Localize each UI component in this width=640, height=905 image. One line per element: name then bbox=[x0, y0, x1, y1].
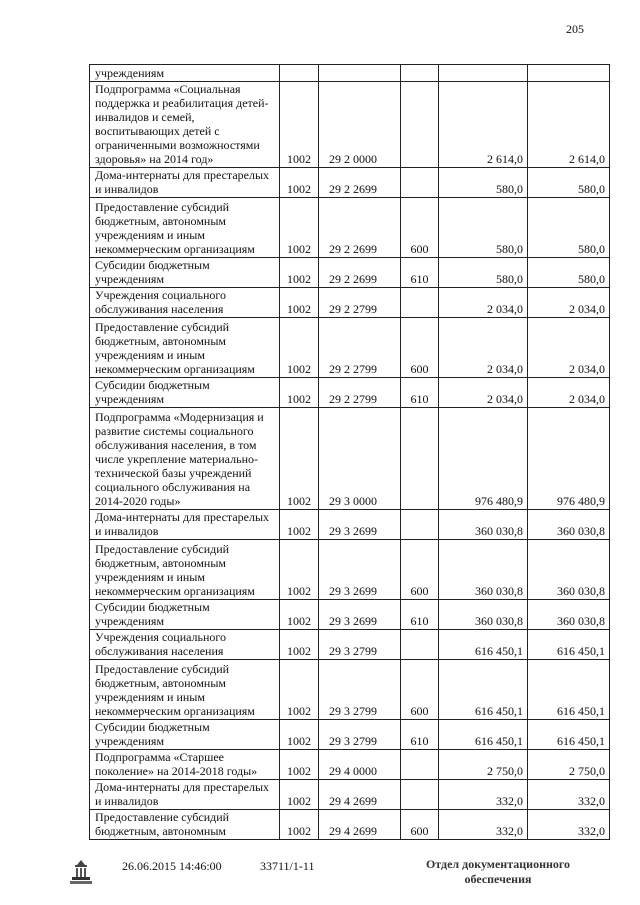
row-section: 1002 bbox=[280, 540, 319, 600]
row-amount-2: 2 750,0 bbox=[528, 750, 610, 780]
row-target-code: 29 3 0000 bbox=[319, 408, 401, 510]
row-target-code: 29 3 2799 bbox=[319, 630, 401, 660]
row-target-code: 29 3 2799 bbox=[319, 660, 401, 720]
page-number: 205 bbox=[566, 22, 584, 36]
row-target-code: 29 2 2799 bbox=[319, 378, 401, 408]
table-row bbox=[90, 198, 610, 258]
row-target-code: 29 2 2699 bbox=[319, 258, 401, 288]
print-timestamp: 26.06.2015 14:46:00 bbox=[122, 859, 222, 873]
document-id: 33711/1-11 bbox=[260, 859, 315, 873]
table-row bbox=[90, 660, 610, 720]
row-section: 1002 bbox=[280, 408, 319, 510]
row-section: 1002 bbox=[280, 318, 319, 378]
row-amount: 2 034,0 bbox=[439, 288, 528, 318]
row-name: Субсидии бюджетным учреждениям bbox=[90, 258, 280, 288]
row-amount-2: 580,0 bbox=[528, 258, 610, 288]
row-section: 1002 bbox=[280, 750, 319, 780]
row-expense-type bbox=[401, 408, 439, 510]
row-amount-2: 2 034,0 bbox=[528, 378, 610, 408]
row-amount: 332,0 bbox=[439, 780, 528, 810]
row-expense-type bbox=[401, 82, 439, 168]
table-row bbox=[90, 540, 610, 600]
row-section: 1002 bbox=[280, 258, 319, 288]
row-amount: 2 750,0 bbox=[439, 750, 528, 780]
row-amount: 360 030,8 bbox=[439, 510, 528, 540]
row-target-code: 29 2 0000 bbox=[319, 82, 401, 168]
row-name: Предоставление субсидий бюджетным, автономным учреждениям и иным некоммерческим организациям bbox=[90, 660, 280, 720]
page-footer bbox=[0, 857, 640, 905]
row-expense-type: 610 bbox=[401, 378, 439, 408]
row-amount: 580,0 bbox=[439, 168, 528, 198]
row-name: Подпрограмма «Социальная поддержка и реабилитация детей-инвалидов и семей, воспитывающих детей с ограниченными возможностями здоровья» на 2014 год» bbox=[90, 82, 280, 168]
row-amount: 2 034,0 bbox=[439, 318, 528, 378]
row-amount-2: 580,0 bbox=[528, 198, 610, 258]
row-amount-2: 2 614,0 bbox=[528, 82, 610, 168]
row-target-code: 29 3 2699 bbox=[319, 510, 401, 540]
row-expense-type bbox=[401, 65, 439, 82]
row-name: Учреждения социального обслуживания населения bbox=[90, 288, 280, 318]
row-target-code: 29 2 2799 bbox=[319, 288, 401, 318]
row-expense-type bbox=[401, 780, 439, 810]
row-target-code bbox=[319, 65, 401, 82]
row-name: Учреждения социального обслуживания населения bbox=[90, 630, 280, 660]
table-row bbox=[90, 65, 610, 82]
row-section: 1002 bbox=[280, 780, 319, 810]
table-row bbox=[90, 600, 610, 630]
row-amount: 332,0 bbox=[439, 810, 528, 840]
row-expense-type: 610 bbox=[401, 258, 439, 288]
budget-table-container bbox=[89, 64, 610, 840]
row-name: Подпрограмма «Модернизация и развитие системы социального обслуживания населения, в том числе укрепление материально-технической базы учреждений социального обслуживания на 2014-2020 годы» bbox=[90, 408, 280, 510]
row-amount: 580,0 bbox=[439, 258, 528, 288]
row-name: Субсидии бюджетным учреждениям bbox=[90, 378, 280, 408]
table-row bbox=[90, 378, 610, 408]
row-section: 1002 bbox=[280, 810, 319, 840]
row-amount-2: 2 034,0 bbox=[528, 288, 610, 318]
row-amount-2: 616 450,1 bbox=[528, 720, 610, 750]
row-section: 1002 bbox=[280, 720, 319, 750]
row-section: 1002 bbox=[280, 630, 319, 660]
row-amount: 976 480,9 bbox=[439, 408, 528, 510]
row-amount-2: 332,0 bbox=[528, 780, 610, 810]
row-expense-type bbox=[401, 288, 439, 318]
row-target-code: 29 4 2699 bbox=[319, 810, 401, 840]
table-row bbox=[90, 630, 610, 660]
row-section: 1002 bbox=[280, 510, 319, 540]
row-target-code: 29 2 2699 bbox=[319, 168, 401, 198]
table-row bbox=[90, 318, 610, 378]
table-row bbox=[90, 82, 610, 168]
row-amount-2: 2 034,0 bbox=[528, 318, 610, 378]
row-target-code: 29 2 2699 bbox=[319, 198, 401, 258]
row-amount bbox=[439, 65, 528, 82]
row-amount-2 bbox=[528, 65, 610, 82]
row-target-code: 29 4 2699 bbox=[319, 780, 401, 810]
table-row bbox=[90, 750, 610, 780]
row-name: Предоставление субсидий бюджетным, автономным учреждениям и иным некоммерческим организациям bbox=[90, 198, 280, 258]
row-expense-type: 600 bbox=[401, 318, 439, 378]
row-expense-type: 600 bbox=[401, 660, 439, 720]
row-expense-type: 610 bbox=[401, 720, 439, 750]
row-section: 1002 bbox=[280, 82, 319, 168]
row-amount-2: 976 480,9 bbox=[528, 408, 610, 510]
row-name: Дома-интернаты для престарелых и инвалидов bbox=[90, 510, 280, 540]
table-row bbox=[90, 810, 610, 840]
row-expense-type: 600 bbox=[401, 810, 439, 840]
row-amount-2: 580,0 bbox=[528, 168, 610, 198]
row-amount-2: 360 030,8 bbox=[528, 600, 610, 630]
row-name: учреждениям bbox=[90, 65, 280, 82]
row-amount: 616 450,1 bbox=[439, 720, 528, 750]
row-target-code: 29 3 2799 bbox=[319, 720, 401, 750]
row-expense-type: 610 bbox=[401, 600, 439, 630]
row-section bbox=[280, 65, 319, 82]
row-name: Дома-интернаты для престарелых и инвалидов bbox=[90, 780, 280, 810]
table-row bbox=[90, 168, 610, 198]
row-expense-type: 600 bbox=[401, 540, 439, 600]
row-amount: 2 614,0 bbox=[439, 82, 528, 168]
row-name: Предоставление субсидий бюджетным, автономным учреждениям и иным некоммерческим организациям bbox=[90, 318, 280, 378]
row-section: 1002 bbox=[280, 378, 319, 408]
department-stamp: Отдел документационного обеспечения bbox=[425, 857, 571, 886]
row-expense-type bbox=[401, 750, 439, 780]
table-row bbox=[90, 510, 610, 540]
row-target-code: 29 3 2699 bbox=[319, 540, 401, 600]
row-section: 1002 bbox=[280, 660, 319, 720]
row-name: Субсидии бюджетным учреждениям bbox=[90, 600, 280, 630]
row-name: Дома-интернаты для престарелых и инвалидов bbox=[90, 168, 280, 198]
row-expense-type bbox=[401, 630, 439, 660]
row-name: Предоставление субсидий бюджетным, автономным bbox=[90, 810, 280, 840]
row-amount: 616 450,1 bbox=[439, 630, 528, 660]
row-target-code: 29 3 2699 bbox=[319, 600, 401, 630]
table-row bbox=[90, 720, 610, 750]
table-row bbox=[90, 780, 610, 810]
row-section: 1002 bbox=[280, 198, 319, 258]
table-row bbox=[90, 408, 610, 510]
row-expense-type: 600 bbox=[401, 198, 439, 258]
row-expense-type bbox=[401, 510, 439, 540]
row-section: 1002 bbox=[280, 600, 319, 630]
row-amount: 360 030,8 bbox=[439, 600, 528, 630]
row-amount-2: 360 030,8 bbox=[528, 510, 610, 540]
row-section: 1002 bbox=[280, 168, 319, 198]
duma-emblem-icon bbox=[66, 857, 96, 887]
budget-table bbox=[89, 64, 610, 840]
row-expense-type bbox=[401, 168, 439, 198]
row-amount: 580,0 bbox=[439, 198, 528, 258]
row-section: 1002 bbox=[280, 288, 319, 318]
row-target-code: 29 2 2799 bbox=[319, 318, 401, 378]
row-amount-2: 360 030,8 bbox=[528, 540, 610, 600]
row-amount-2: 616 450,1 bbox=[528, 630, 610, 660]
table-row bbox=[90, 288, 610, 318]
row-name: Предоставление субсидий бюджетным, автономным учреждениям и иным некоммерческим организациям bbox=[90, 540, 280, 600]
table-row bbox=[90, 258, 610, 288]
row-name: Подпрограмма «Старшее поколение» на 2014-2018 годы» bbox=[90, 750, 280, 780]
row-name: Субсидии бюджетным учреждениям bbox=[90, 720, 280, 750]
row-amount-2: 616 450,1 bbox=[528, 660, 610, 720]
row-amount: 616 450,1 bbox=[439, 660, 528, 720]
row-amount: 2 034,0 bbox=[439, 378, 528, 408]
row-amount: 360 030,8 bbox=[439, 540, 528, 600]
row-amount-2: 332,0 bbox=[528, 810, 610, 840]
row-target-code: 29 4 0000 bbox=[319, 750, 401, 780]
